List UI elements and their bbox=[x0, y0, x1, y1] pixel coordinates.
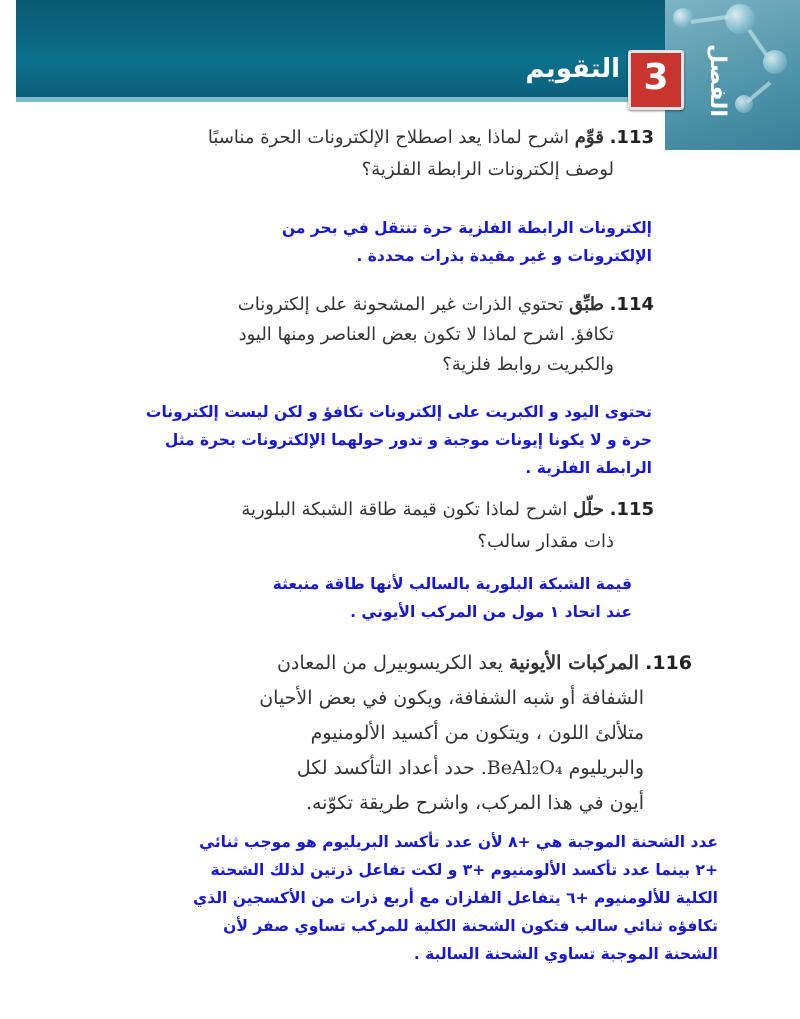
page-title: التقويم bbox=[525, 54, 620, 84]
question-number: 116. bbox=[645, 652, 692, 674]
question-line: أيون في هذا المركب، واشرح طريقة تكوّنه. bbox=[305, 792, 644, 814]
answer-line: قيمة الشبكة البلورية بالسالب لأنها طاقة منبعثة bbox=[272, 575, 632, 593]
answer-line: حرة و لا يكونا إيونات موجبة و تدور حولهما الإلكترونات بحرة مثل bbox=[164, 431, 652, 449]
answer-line: عند اتحاد ١ مول من المركب الأيوني . bbox=[350, 603, 632, 621]
question-number: 114. bbox=[609, 294, 654, 315]
question-115 bbox=[134, 494, 654, 558]
question-line: تحتوي الذرات غير المشحونة على إلكترونات bbox=[237, 294, 564, 315]
question-line: لوصف إلكترونات الرابطة الفلزية؟ bbox=[361, 159, 614, 180]
question-keyword: المركبات الأيونية bbox=[509, 652, 640, 674]
answer-line: الرابطة الفلزية . bbox=[525, 459, 652, 477]
chapter-side-tab bbox=[665, 0, 800, 150]
molecule-bond bbox=[691, 15, 729, 24]
answer-116 bbox=[58, 828, 718, 968]
question-keyword: قوِّم bbox=[574, 127, 604, 148]
answer-113 bbox=[92, 214, 652, 270]
answer-line: تكافؤه ثنائي سالب فتكون الشحنة الكلية للمركب تساوي صفر لأن bbox=[223, 917, 718, 935]
question-line: يعد الكريسوبيرل من المعادن bbox=[276, 652, 503, 674]
question-line: اشرح لماذا تكون قيمة طاقة الشبكة البلورية bbox=[241, 499, 568, 520]
header-banner bbox=[16, 0, 666, 102]
chapter-label: الفصل bbox=[705, 43, 730, 117]
molecule-decoration-icon bbox=[673, 8, 693, 28]
question-line: تكافؤ. اشرح لماذا لا تكون بعض العناصر ومنها اليود bbox=[238, 324, 614, 345]
question-number: 115. bbox=[609, 499, 654, 520]
question-113 bbox=[134, 122, 654, 186]
question-line: اشرح لماذا يعد اصطلاح الإلكترونات الحرة مناسبًا bbox=[207, 127, 570, 148]
question-line: متلألئ اللون ، ويتكون من أكسيد الألومنيوم bbox=[310, 722, 644, 744]
answer-line: عدد الشحنة الموجبة هي +٨ لأن عدد تأكسد البريليوم هو موجب ثنائي bbox=[199, 833, 718, 851]
answer-line: +٢ بينما عدد تأكسد الألومنيوم +٣ و لكت تفاعل ذرتين لذلك الشحنة bbox=[210, 861, 718, 879]
question-line: ذات مقدار سالب؟ bbox=[477, 531, 614, 552]
answer-115 bbox=[132, 570, 632, 626]
answer-line: الكلية للألومنيوم +٦ يتفاعل الفلزان مع أربع ذرات من الأكسجين الذي bbox=[193, 889, 718, 907]
answer-114 bbox=[32, 398, 652, 482]
question-number: 113. bbox=[609, 127, 654, 148]
answer-line: إلكترونات الرابطة الفلزية حرة تنتقل في بحر من bbox=[281, 219, 652, 237]
molecule-bond bbox=[746, 81, 772, 103]
question-line: والبريليوم BeAl₂O₄. حدد أعداد التأكسد لكل bbox=[296, 757, 644, 779]
answer-line: الشحنة الموجبة تساوي الشحنة السالبة . bbox=[413, 945, 718, 963]
header-divider bbox=[16, 97, 666, 102]
question-keyword: حلّل bbox=[573, 499, 604, 520]
question-keyword: طبِّق bbox=[569, 294, 604, 315]
question-114 bbox=[134, 290, 654, 380]
question-line: الشفافة أو شبه الشفافة، ويكون في بعض الأحيان bbox=[259, 687, 644, 709]
question-line: والكبريت روابط فلزية؟ bbox=[442, 354, 614, 375]
answer-line: الإلكترونات و غير مقيدة بذرات محددة . bbox=[356, 247, 652, 265]
answer-line: تحتوى اليود و الكبريت على إلكترونات تكافؤ و لكن ليست إلكترونات bbox=[145, 403, 652, 421]
chapter-number: 3 bbox=[643, 57, 669, 98]
chapter-number-badge bbox=[628, 50, 684, 110]
question-116 bbox=[132, 646, 692, 821]
molecule-bond bbox=[747, 29, 767, 56]
